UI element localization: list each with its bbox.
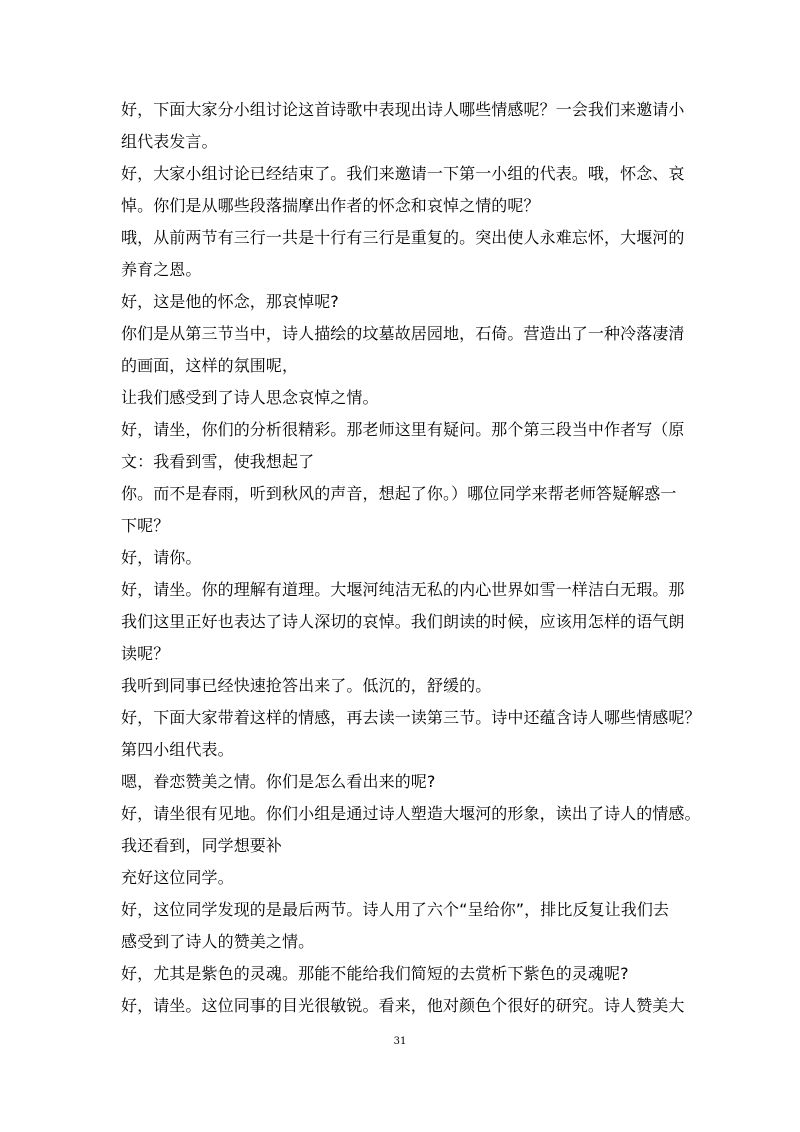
text-line-8: 你们是从第三节当中，诗人描绘的坟墓故居园地，石倚。营造出了一种冷落凄清 [121,324,685,343]
text-line-13: 你。而不是春雨，听到秋风的声音，想起了你。）哪位同学来帮老师答疑解惑一 [121,484,677,503]
text-line-1: 好，下面大家分小组讨论这首诗歌中表现出诗人哪些情感呢？一会我们来邀请小 [121,100,685,119]
text-line-28: 好，尤其是紫色的灵魂。那能不能给我们简短的去赏析下紫色的灵魂呢? [121,964,629,983]
text-line-4: 悼。你们是从哪些段落揣摩出作者的怀念和哀悼之情的呢？ [121,196,540,215]
text-line-14: 下呢？ [121,516,170,535]
text-line-22: 嗯，眷恋赞美之情。你们是怎么看出来的呢? [121,772,436,791]
page-number: 31 [393,1036,407,1047]
text-line-24: 我还看到，同学想要补 [121,836,283,855]
text-line-3: 好，大家小组讨论已经结束了。我们来邀请一下第一小组的代表。哦，怀念、哀 [121,164,685,183]
text-line-21: 第四小组代表。 [121,740,234,759]
document-body [121,94,701,1022]
text-line-18: 读呢？ [121,644,170,663]
text-line-6: 养育之恩。 [121,260,202,279]
text-line-7: 好，这是他的怀念，那哀悼呢? [121,292,339,311]
text-line-9: 的画面，这样的氛围呢， [121,356,299,375]
text-line-15: 好，请你。 [121,548,202,567]
text-line-11: 好，请坐，你们的分析很精彩。那老师这里有疑问。那个第三段当中作者写（原 [121,420,685,439]
text-line-2: 组代表发言。 [121,132,218,151]
text-line-17: 我们这里正好也表达了诗人深切的哀悼。我们朗读的时候，应该用怎样的语气朗 [121,612,685,631]
text-line-19: 我听到同事已经快速抢答出来了。低沉的，舒缓的。 [121,676,492,695]
text-line-26: 好，这位同学发现的是最后两节。诗人用了六个“呈给你”，排比反复让我们去 [121,900,670,919]
text-line-20: 好，下面大家带着这样的情感，再去读一读第三节。诗中还蕴含诗人哪些情感呢？ [121,708,701,727]
text-line-12: 文：我看到雪，使我想起了 [121,452,315,471]
text-line-29: 好，请坐。这位同事的目光很敏锐。看来，他对颜色个很好的研究。诗人赞美大 [121,996,685,1015]
text-line-16: 好，请坐。你的理解有道理。大堰河纯洁无私的内心世界如雪一样洁白无瑕。那 [121,580,685,599]
text-line-5: 哦，从前两节有三行一共是十行有三行是重复的。突出使人永难忘怀，大堰河的 [121,228,685,247]
text-line-27: 感受到了诗人的赞美之情。 [121,932,315,951]
text-line-25: 充好这位同学。 [121,868,234,887]
text-line-10: 让我们感受到了诗人思念哀悼之情。 [121,388,379,407]
text-line-23: 好，请坐很有见地。你们小组是通过诗人塑造大堰河的形象，读出了诗人的情感。 [121,804,701,823]
